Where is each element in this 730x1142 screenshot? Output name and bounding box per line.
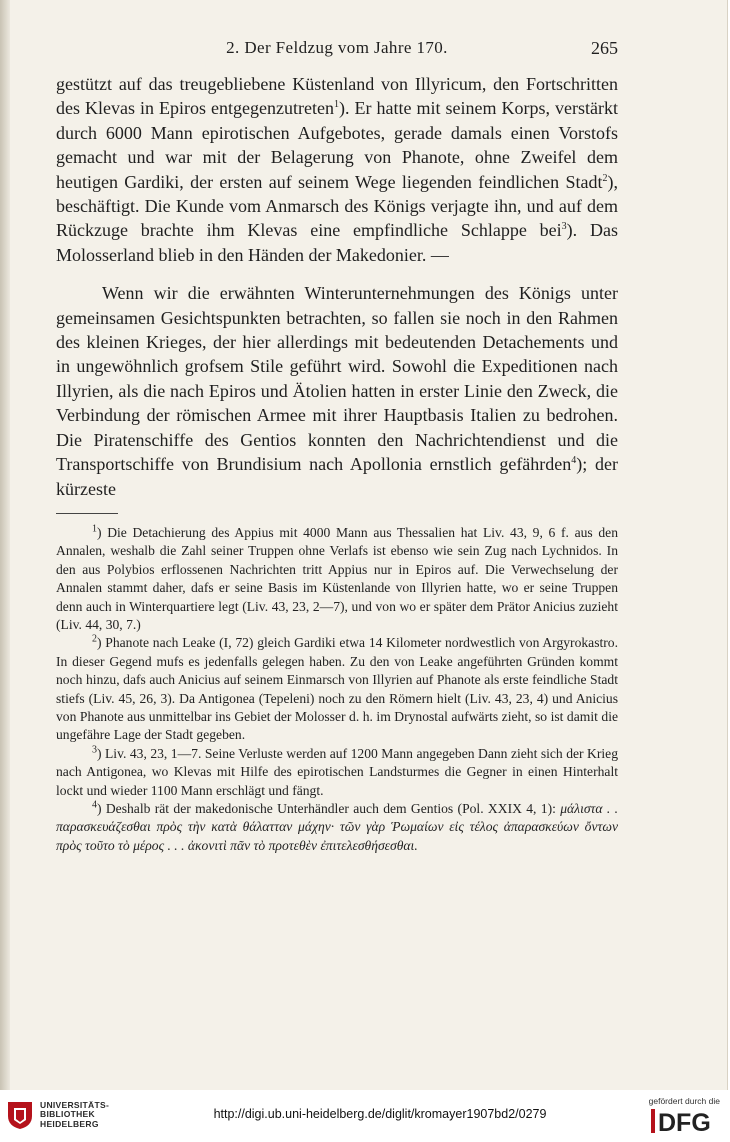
- footnote-ref-3: 3: [561, 221, 567, 233]
- dfg-funding-logo[interactable]: [649, 1096, 720, 1139]
- footnote-divider: [56, 513, 118, 514]
- running-head: 2. Der Feldzug vom Jahre 170.: [226, 38, 448, 57]
- library-logo[interactable]: [6, 1100, 109, 1130]
- paragraph-2: Wenn wir die erwähnten Winterunternehmungen des Königs unter gemeinsamen Gesichtspunkten betrachten, so fallen sie noch in den Rahmen des kleinen Krieges, der hier allerdings mit bedeutenden Detachements und in ungewöhnlich grofsem Stile geführt wird. Sowohl die Expeditionen nach Illyrien, als die nach Epiros und Ätolien hatten in erster Linie den Zweck, die Verbindung der römischen Armee mit ihrer Hauptbasis Italien zu bedrohen. Die Piratenschiffe des Gentios konnten den Nachrichtendienst und die Transportschiffe von Brundisium nach Apollonia ernstlich gefährden$^4$); der kürzeste: [56, 283, 618, 499]
- footnotes: [56, 524, 618, 855]
- page-header: [56, 36, 618, 64]
- svg-text:DFG: DFG: [658, 1109, 712, 1135]
- permalink-url[interactable]: http://digi.ub.uni-heidelberg.de/diglit/kromayer1907bd2/0279: [213, 1107, 547, 1121]
- dfg-caption: gefördert durch die: [648, 1096, 720, 1106]
- footnote-4: $^4$) Deshalb rät der makedonische Unterhändler auch dem Gentios (Pol. XXIX 4, 1): μάλιστα . . παρασκευάζεσθαι πρὸς τὴν κατὰ θάλατταν μάχην· τῶν γὰρ Ῥωμαίων εἰς τέλος ἀπαρασκεύων ὄντων πρὸς τοῦτο τὸ μέρος . . . ἀκονιτὶ πᾶν τὸ προτεθὲν ἐπιτελεσθήσεσθαι.: [56, 799, 619, 853]
- page-content: [56, 36, 618, 855]
- page-spine-shadow: [0, 0, 10, 1090]
- footnote-2: $^2$) Phanote nach Leake (I, 72) gleich Gardiki etwa 14 Kilometer nordwestlich von Argyrokastro. In dieser Gegend mufs es jedenfalls gelegen haben. Zu den von Leake angeführten Gründen kommt noch hinzu, dafs auch Anicius auf seinem Einmarsch von Illyrien auf Phanote als erste feindliche Stadt stiefs (Liv. 45, 26, 3). Da Antigonea (Tepeleni) noch zu den Römern hielt (Liv. 43, 23, 4) und Anicius von Phanote aus unmittelbar ins Gebiet der Molosser d. h. im Drynostal aufwärts zieht, so ist damit die ungefähre Lage der Stadt gegeben.: [56, 633, 618, 743]
- viewer-footer: [0, 1090, 730, 1142]
- paragraph-1: gestützt auf das treugebliebene Küstenland von Illyricum, den Fortschritten des Klevas in Epiros entgegenzutreten$^1$). Er hatte mit seinem Korps, verstärkt durch 6000 Mann epirotischen Aufgebotes, gerade damals einen Vorstofs gemacht und war mit der Belagerung von Phanote, ohne Zweifel dem heutigen Gardiki, der ersten auf seinem Wege liegenden feindlichen Stadt$^2$), beschäftigt. Die Kunde vom Anmarsch des Königs verjagte ihn, und auf dem Rückzuge brachte ihm Klevas eine empfindliche Schlappe bei$^3$). Das Molosserland blieb in den Händen der Makedonier. —: [56, 74, 618, 265]
- footnote-ref-1: 1: [333, 99, 339, 111]
- library-name: UNIVERSITÄTS- BIBLIOTHEK HEIDELBERG: [40, 1099, 110, 1129]
- footnote-3: $^3$) Liv. 43, 23, 1—7. Seine Verluste werden auf 1200 Mann angegeben Dann zieht sich der Krieg nach Antigonea, wo Klevas mit Hilfe des epirotischen Landsturmes die Gegner in einen Hinterhalt lockt und wieder 1100 Mann erschlägt und fängt.: [56, 744, 618, 798]
- footnote-ref-4: 4: [571, 455, 577, 467]
- body-text: [56, 72, 618, 501]
- footnote-1: $^1$) Die Detachierung des Appius mit 4000 Mann aus Thessalien hat Liv. 43, 9, 6 f. aus den Annalen, weshalb die Zahl seiner Truppen ohne Verlafs ist ebenso wie sein Zug nach Lychnidos. In den aus Polybios erflossenen Nachrichten tritt Appius nur in Epiros auf. Die Verwechselung der Annalen stammt daher, dafs er seine Basis im Küstenlande von Illyrien hatte, wo er seine Truppen denn auch in Winterquartiere legt (Liv. 43, 23, 2—7), und von wo er später dem Prätor Anicius zuzieht (Liv. 44, 30, 7.): [56, 523, 618, 632]
- library-crest-icon: [6, 1100, 34, 1130]
- footnote-ref-2: 2: [602, 172, 608, 184]
- greek-quotation: μάλιστα . . παρασκευάζεσθαι πρὸς τὴν κατὰ θάλατταν μάχην· τῶν γὰρ Ῥωμαίων εἰς τέλος ἀπαρασκεύων ὄντων πρὸς τοῦτο τὸ μέρος . . . ἀκονιτὶ πᾶν τὸ προτεθὲν ἐπιτελεσθήσεσθαι.: [56, 801, 619, 853]
- dfg-logo-icon: [651, 1107, 717, 1135]
- page-number: 265: [591, 38, 618, 58]
